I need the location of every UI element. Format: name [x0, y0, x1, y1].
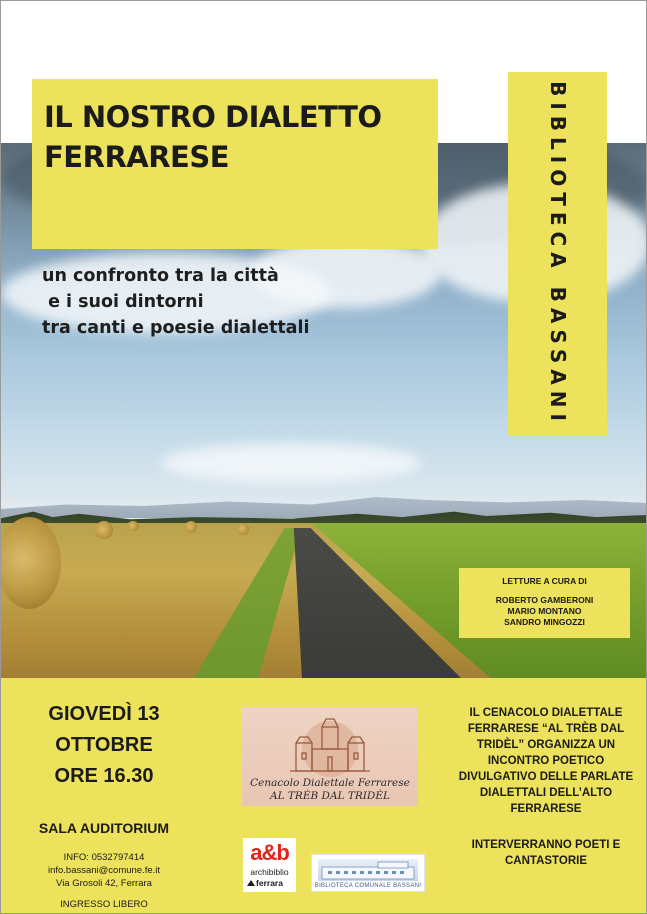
- library-name: BIBLIOTECA BASSANI: [545, 80, 570, 427]
- archibiblio-logo: [243, 838, 296, 892]
- castle-icon: [282, 713, 378, 777]
- hay-bale: [95, 521, 113, 539]
- ab-logo-line1: archibiblio: [250, 867, 289, 877]
- event-description: IL CENACOLO DIALETTALE FERRARESE “AL TRÈB DAL TRIDÈL” ORGANIZZA UN INCONTRO POETICO DIVULGATIVO DELLE PARLATE DIALETTALI DELL’ALTO FERRARESE: [458, 707, 634, 815]
- poster-title-line-2: FERRARESE: [44, 140, 230, 174]
- contact-phone: INFO: 0532797414: [63, 852, 145, 863]
- hay-bale: [185, 521, 197, 533]
- cenacolo-motto: AL TRÈB DAL TRIDÈL: [270, 790, 390, 802]
- event-date-line: GIOVEDÌ 13: [48, 703, 160, 725]
- ab-logo-mark: a&b: [250, 840, 289, 865]
- building-icon: [318, 859, 418, 881]
- reader-name: ROBERTO GAMBERONI: [495, 595, 594, 605]
- hay-bale: [127, 521, 139, 531]
- contact-address: Via Grosoli 42, Ferrara: [56, 878, 152, 889]
- entry-note: INGRESSO LIBERO: [60, 899, 148, 910]
- cenacolo-name: Cenacolo Dialettale Ferrarese: [250, 777, 410, 789]
- event-venue: SALA AUDITORIUM: [38, 820, 170, 836]
- contact-email[interactable]: info.bassani@comune.fe.it: [47, 865, 161, 876]
- readers-heading: LETTURE A CURA DI: [502, 576, 587, 586]
- readers-box: [459, 568, 630, 638]
- contact-info: [15, 851, 193, 890]
- event-date-line: OTTOBRE: [55, 734, 153, 756]
- poster-title-line-1: IL NOSTRO DIALETTO: [44, 100, 382, 134]
- title-box: [32, 79, 438, 249]
- reader-name: SANDRO MINGOZZI: [504, 617, 585, 627]
- reader-name: MARIO MONTANO: [507, 606, 582, 616]
- biblioteca-logo-caption: BIBLIOTECA COMUNALE BASSANI: [314, 883, 422, 889]
- ab-logo-line2: ferrara: [256, 878, 283, 888]
- hay-bale: [237, 523, 249, 535]
- cenacolo-logo: [242, 707, 418, 806]
- speakers-note: INTERVERRANNO POETI E CANTASTORIE: [471, 839, 621, 867]
- biblioteca-logo: [311, 854, 425, 892]
- library-banner: [508, 72, 607, 435]
- poster-subtitle: un confronto tra la città e i suoi dintorni tra canti e poesie dialettali: [42, 266, 310, 338]
- event-date: [15, 699, 193, 792]
- event-time: ORE 16.30: [54, 765, 154, 787]
